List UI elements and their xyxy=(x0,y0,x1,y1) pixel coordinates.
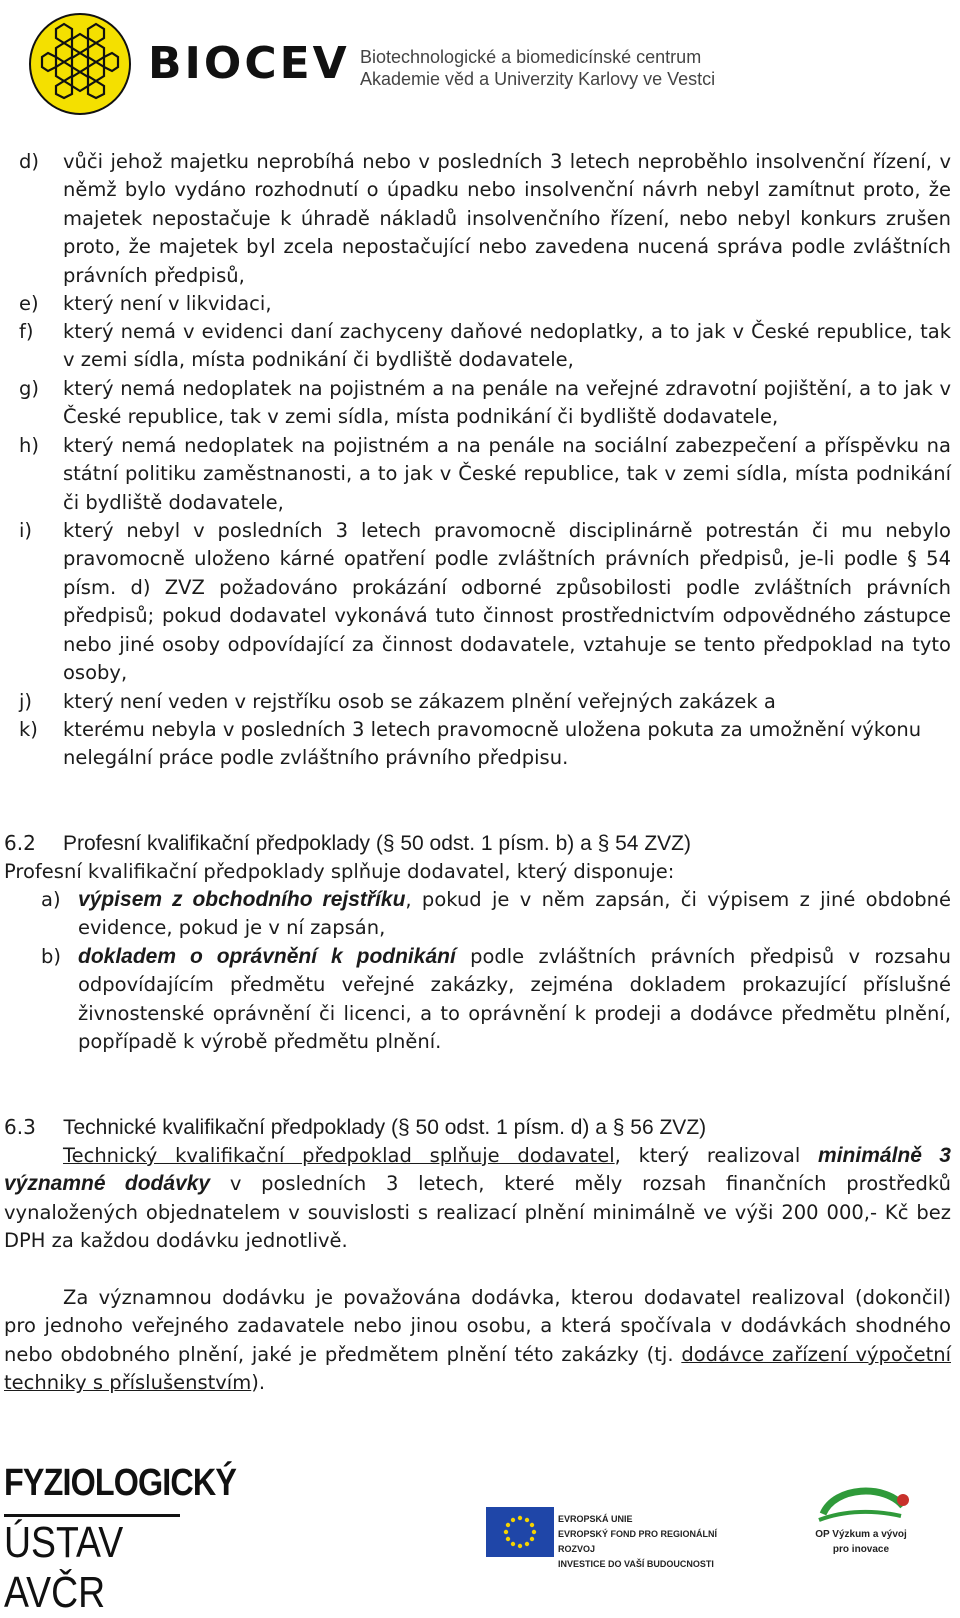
section-number: 6.2 xyxy=(4,831,36,855)
body-text: , který realizoval xyxy=(614,1144,819,1167)
eu-funding-text xyxy=(558,1512,748,1572)
emphasis-text: minimálně 3 významné dodávky xyxy=(4,1144,951,1196)
eu-line-3: INVESTICE DO VAŠÍ BUDOUCNOSTI xyxy=(558,1559,714,1569)
list-item-text: který nebyl v posledních 3 letech pravomocně disciplinárně potrestán či mu nebylo pravomocně uloženo kárné opatření podle zvláštních právních předpisů, je-li podle § 54 písm. d) ZVZ požadováno prokázání odborné způsobilosti podle zvláštních právních předpisů; pokud dodavatel vykonává tuto činnost prostřednictvím odpovědného zástupce nebo jiné osoby odpovídající za činnost dodavatele, vztahuje se tento předpoklad na tyto osoby, xyxy=(63,519,951,685)
section-6-2-heading xyxy=(4,829,691,858)
list-item-text: který nemá nedoplatek na pojistném a na penále na sociální zabezpečení a příspěvku na státní politiku zaměstnanosti, a to jak v České republice, tak v zemi sídla, místa podnikání či bydliště dodavatele, xyxy=(63,434,951,514)
list-item-text: kterému nebyla v posledních 3 letech pravomocně uložena pokuta za umožnění výkonu nelegální práce podle zvláštního právního předpisu. xyxy=(63,718,922,770)
list-item-text: který není v likvidaci, xyxy=(63,292,272,315)
list-item-text: vůči jehož majetku neprobíhá nebo v posledních 3 letech neproběhlo insolvenční řízení, v němž bylo vydáno rozhodnutí o úpadku nebo insolvenční návrh nebyl zamítnut proto, že majetek nepostačuje k úhradě nákladů insolvenčního řízení, nebo nebyl konkurs zrušen proto, že majetek byl zcela nepostačující nebo zavedena nucená správa podle zvláštních právních předpisů, xyxy=(63,150,951,287)
biocev-wordmark: BIOCEV xyxy=(148,38,350,89)
emphasis-text: výpisem z obchodního rejstříku xyxy=(78,888,406,911)
list-item-text: který není veden v rejstříku osob se zákazem plnění veřejných zakázek a xyxy=(63,690,776,713)
logo-text-line-1: FYZIOLOGICKÝ xyxy=(4,1462,237,1504)
eu-line-1: EVROPSKÁ UNIE xyxy=(558,1514,633,1524)
list-item-text: který nemá nedoplatek na pojistném a na penále na veřejné zdravotní pojištění, a to jak v České republice, tak v zemi sídla, místa podnikání či bydliště dodavatele, xyxy=(63,377,951,429)
emphasis-text: dokladem o oprávnění k podnikání xyxy=(78,945,456,968)
logo-text-line-2: ÚSTAV AVČR xyxy=(4,1518,124,1617)
op-line-2: pro inovace xyxy=(832,1544,890,1555)
eu-stars-icon xyxy=(486,1507,554,1557)
list-item-label: i) xyxy=(19,519,33,542)
section-title: Technické kvalifikační předpoklady xyxy=(63,1116,386,1139)
body-text: ). xyxy=(251,1371,266,1395)
subtitle-line-1: Biotechnologické a biomedicínské centrum xyxy=(360,47,702,67)
document-header xyxy=(0,0,960,125)
eu-line-2: EVROPSKÝ FOND PRO REGIONÁLNÍ ROZVOJ xyxy=(558,1529,718,1554)
list-item-label: b) xyxy=(41,945,61,968)
op-line-1: OP Výzkum a vývoj xyxy=(815,1529,907,1540)
biocev-logo-icon xyxy=(28,12,132,116)
list-item-label: g) xyxy=(19,377,39,400)
section-6-3-paragraph-1 xyxy=(4,1142,951,1256)
subtitle-line-2: Akademie věd a Univerzity Karlovy ve Vestci xyxy=(360,69,716,89)
fyziologicky-ustav-logo xyxy=(4,1462,237,1617)
list-item-label: j) xyxy=(19,690,33,713)
eu-flag-icon xyxy=(486,1507,554,1557)
list-item-label: f) xyxy=(19,320,34,343)
section-6-3-heading xyxy=(4,1113,706,1142)
section-6-3-paragraph-2 xyxy=(4,1284,951,1398)
body-text: v posledních 3 letech, které měly rozsah finančních prostředků vynaložených objednatelem v souvislosti s realizací plnění minimálně ve výši 200 000,- Kč bez DPH za každou dodávku jednotlivě. xyxy=(4,1172,951,1253)
section-reference: (§ 50 odst. 1 písm. d) a § 56 ZVZ) xyxy=(385,1116,707,1139)
list-item-label: d) xyxy=(19,150,39,173)
body-text: podle zvláštních právních předpisů v rozsahu odpovídajícím předmětu veřejné zakázky, zejména dokladem prokazující příslušné živnostenské oprávnění či licenci, a to oprávnění k prodeji a dodávce předmětu plnění, popřípadě k výrobě předmětu plnění. xyxy=(78,945,951,1054)
list-item-label: h) xyxy=(19,434,39,457)
section-6-2-intro: Profesní kvalifikační předpoklady splňuje dodavatel, který disponuje: xyxy=(4,860,675,883)
list-item-text xyxy=(78,886,951,943)
body-text: , pokud je v něm zapsán, či výpisem z jiné obdobné evidence, pokud je v ní zapsán, xyxy=(78,888,952,940)
section-title: Profesní kvalifikační předpoklady xyxy=(63,832,370,855)
list-item-text xyxy=(78,943,951,1057)
underlined-text: dodávce zařízení výpočetní techniky s příslušenstvím xyxy=(4,1342,951,1395)
list-item-label: k) xyxy=(19,718,38,741)
underlined-text: Technický kvalifikační předpoklad splňuje dodavatel xyxy=(63,1144,615,1167)
section-number: 6.3 xyxy=(4,1115,36,1139)
list-item-label: a) xyxy=(41,888,61,911)
logo-divider xyxy=(4,1514,180,1517)
body-text: Za významnou dodávku je považována dodávka, kterou dodavatel realizoval (dokončil) pro jednoho veřejného zadavatele nebo jinou osobu, a která spočívala v dodávkách shodného nebo obdobného plnění, jaké je předmětem plnění této zakázky (tj. xyxy=(4,1286,951,1366)
list-item-text: který nemá v evidenci daní zachyceny daňové nedoplatky, a to jak v České republice, tak v zemi sídla, místa podnikání či bydliště dodavatele, xyxy=(63,320,951,372)
section-reference: (§ 50 odst. 1 písm. b) a § 54 ZVZ) xyxy=(370,832,691,855)
list-item-label: e) xyxy=(19,292,39,315)
op-vav-text xyxy=(806,1527,916,1557)
biocev-subtitle xyxy=(360,46,715,90)
